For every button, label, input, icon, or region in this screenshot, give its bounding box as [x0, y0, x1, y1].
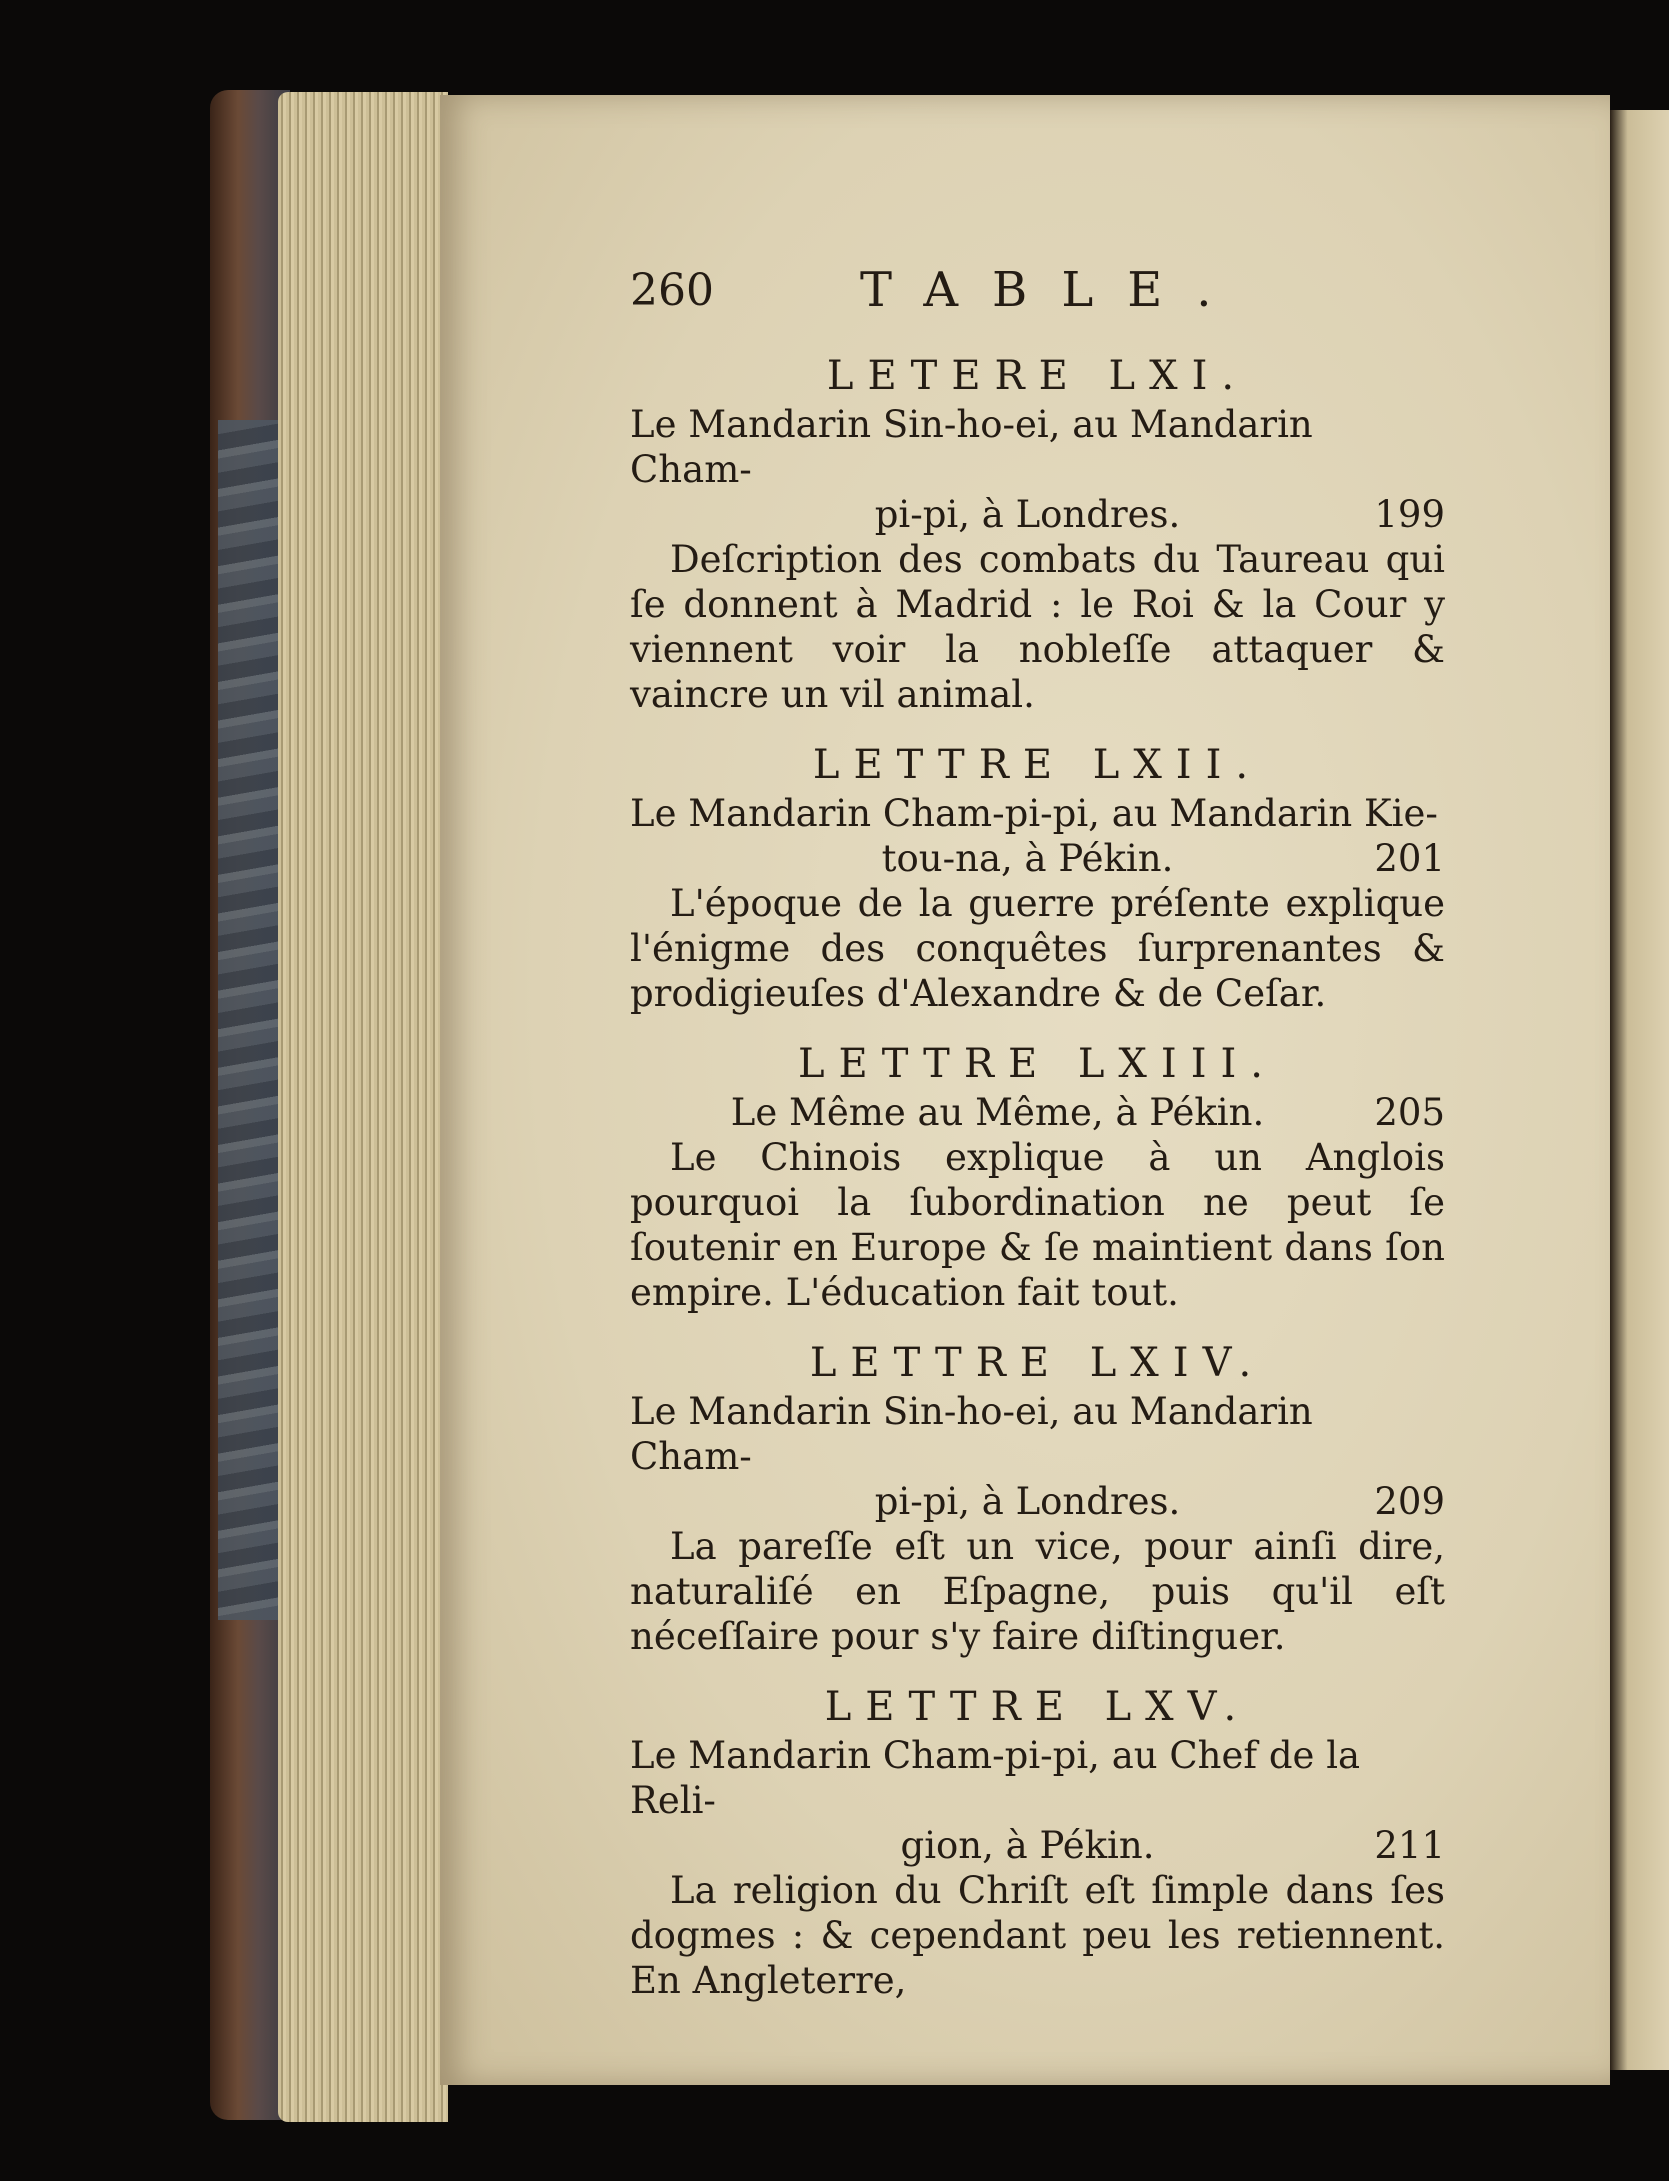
letter-address-continued — [630, 492, 1445, 537]
letter-address-continued — [630, 1479, 1445, 1524]
letter-heading: LETTRE LXIV. — [809, 1340, 1266, 1386]
letter-entry — [630, 1038, 1445, 1315]
running-head — [630, 262, 1445, 348]
letter-page-ref: 209 — [1374, 1480, 1445, 1523]
letter-address-place: tou-na, à Pékin. — [881, 837, 1174, 880]
letter-address-place: gion, à Pékin. — [900, 1824, 1155, 1867]
letter-entry — [630, 1681, 1445, 2003]
letter-heading: LETTRE LXII. — [812, 742, 1263, 788]
running-title: TABLE. — [860, 262, 1246, 318]
letter-heading: LETTRE LXV. — [824, 1684, 1251, 1730]
letter-address-continued — [630, 1823, 1445, 1868]
marbled-cover-paper — [218, 420, 280, 1620]
table-of-contents — [630, 262, 1445, 2025]
letter-entry — [630, 1337, 1445, 1659]
letter-entry — [630, 739, 1445, 1016]
letter-summary: Le Chinois explique à un Anglois pourquoi la ſubordination ne peut ſe ſoutenir en Europe & ſe maintient dans ſon empire. L'éducation fait tout. — [630, 1136, 1445, 1314]
letter-summary: La pareſſe eſt un vice, pour ainſi dire, naturaliſé en Eſpagne, puis qu'il eſt néceſſaire pour s'y faire diſtinguer. — [630, 1525, 1445, 1658]
letter-address: Le Mandarin Cham-pi-pi, au Mandarin Kie- — [630, 792, 1438, 835]
letter-entry — [630, 350, 1445, 717]
letter-address: Le Mandarin Sin-ho-ei, au Mandarin Cham- — [630, 1390, 1313, 1478]
letter-address-place: Le Même au Même, à Pékin. — [730, 1091, 1265, 1134]
page-number: 260 — [630, 265, 714, 316]
letter-summary: Deſcription des combats du Taureau qui ſe donnent à Madrid : le Roi & la Cour y viennent voir la nobleſſe attaquer & vaincre un vil animal. — [630, 538, 1445, 716]
page-edges — [278, 92, 448, 2122]
letter-page-ref: 199 — [1374, 493, 1445, 536]
letter-summary: L'époque de la guerre préſente explique l'énigme des conquêtes ſurprenantes & prodigieuſes d'Alexandre & de Ceſar. — [630, 882, 1445, 1015]
letter-address — [630, 1090, 1445, 1135]
letter-address-place: pi-pi, à Londres. — [874, 493, 1181, 536]
letter-summary: La religion du Chriſt eſt ſimple dans ſes dogmes : & cependant peu les retiennent. En Angleterre, — [630, 1869, 1445, 2002]
letter-heading: LETERE LXI. — [826, 353, 1249, 399]
letter-address-place: pi-pi, à Londres. — [874, 1480, 1181, 1523]
letter-address: Le Mandarin Cham-pi-pi, au Chef de la Reli- — [630, 1734, 1361, 1822]
letter-address: Le Mandarin Sin-ho-ei, au Mandarin Cham- — [630, 403, 1313, 491]
letter-address-continued — [630, 836, 1445, 881]
letter-page-ref: 201 — [1374, 837, 1445, 880]
letter-page-ref: 211 — [1374, 1824, 1445, 1867]
letter-heading: LETTRE LXIII. — [797, 1041, 1278, 1087]
letter-page-ref: 205 — [1374, 1091, 1445, 1134]
facing-page-edge — [1610, 110, 1669, 2070]
